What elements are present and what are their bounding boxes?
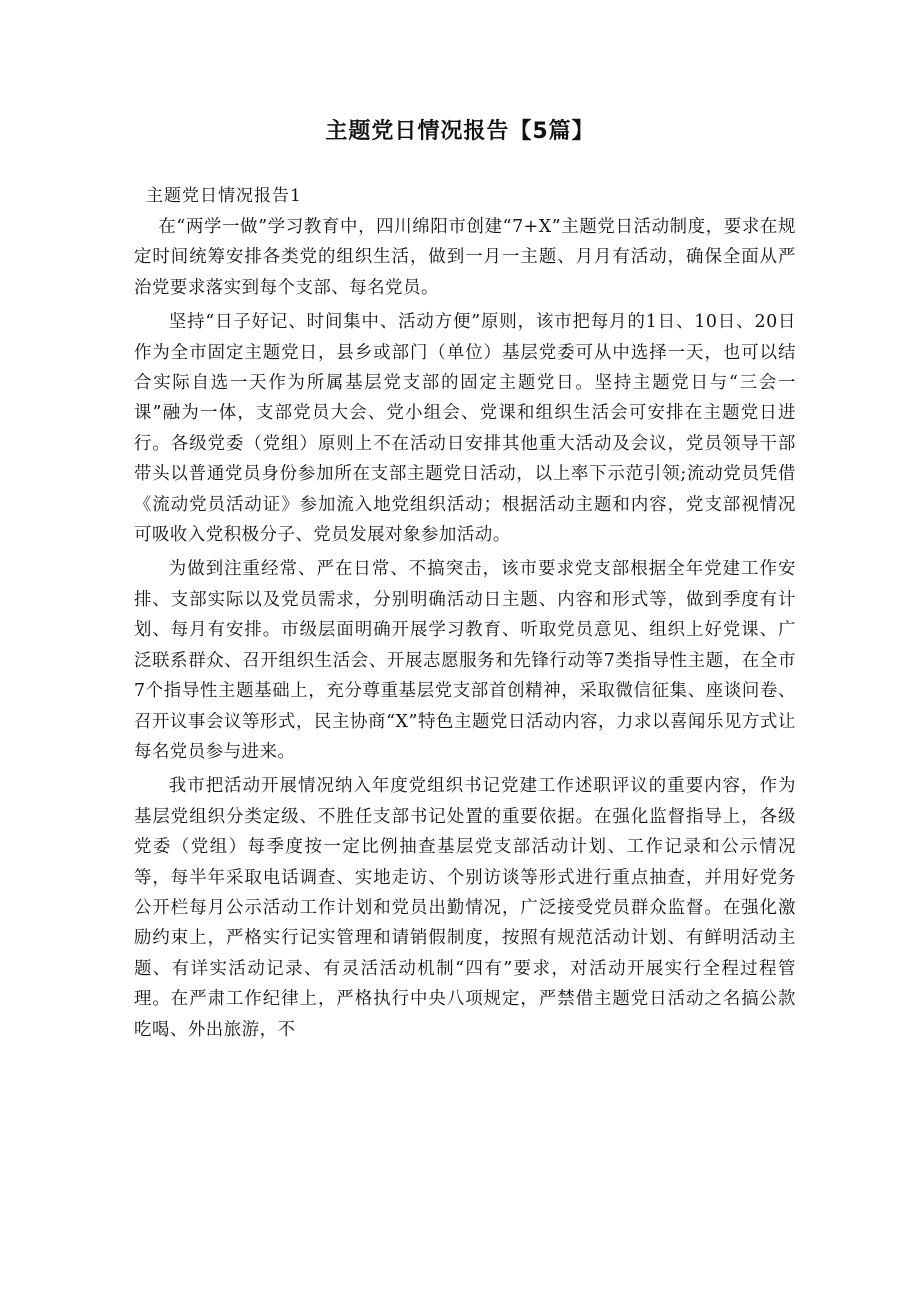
document-title: 主题党日情况报告【5篇】 (325, 119, 595, 144)
section-subtitle: 主题党日情况报告1 (146, 186, 302, 206)
body-paragraph: 在“两学一做”学习教育中，四川绵阳市创建“7+X”主题党日活动制度，要求在规定时间统筹安排各类党的组织生活，做到一月一主题、月月有活动，确保全面从严治党要求落实到每个支部、每名党员。 (134, 217, 796, 298)
body-paragraph: 为做到注重经常、严在日常、不搞突击，该市要求党支部根据全年党建工作安排、支部实际以及党员需求，分别明确活动日主题、内容和形式等，做到季度有计划、每月有安排。市级层面明确开展学习教育、听取党员意见、组织上好党课、广泛联系群众、召开组织生活会、开展志愿服务和先锋行动等7类指导性主题，在全市7个指导性主题基础上，充分尊重基层党支部首创精神，采取微信征集、座谈问卷、召开议事会议等形式，民主协商“X”特色主题党日活动内容，力求以喜闻乐见方式让每名党员参与进来。 (134, 559, 796, 762)
body-paragraph: 坚持“日子好记、时间集中、活动方便”原则，该市把每月的1日、10日、20日作为全市固定主题党日，县乡或部门（单位）基层党委可从中选择一天，也可以结合实际自选一天作为所属基层党支部的固定主题党日。坚持主题党日与“三会一课”融为一体，支部党员大会、党小组会、党课和组织生活会可安排在主题党日进行。各级党委（党组）原则上不在活动日安排其他重大活动及会议，党员领导干部带头以普通党员身份参加所在支部主题党日活动，以上率下示范引领;流动党员凭借《流动党员活动证》参加流入地党组织活动；根据活动主题和内容，党支部视情况可吸收入党积极分子、党员发展对象参加活动。 (134, 312, 796, 546)
body-paragraph: 我市把活动开展情况纳入年度党组织书记党建工作述职评议的重要内容，作为基层党组织分类定级、不胜任支部书记处置的重要依据。在强化监督指导上，各级党委（党组）每季度按一定比例抽查基层党支部活动计划、工作记录和公示情况等，每半年采取电话调查、实地走访、个别访谈等形式进行重点抽查，并用好党务公开栏每月公示活动工作计划和党员出勤情况，广泛接受党员群众监督。在强化激励约束上，严格实行记实管理和请销假制度，按照有规范活动计划、有鲜明活动主题、有详实活动记录、有灵活活动机制“四有”要求，对活动开展实行全程过程管理。在严肃工作纪律上，严格执行中央八项规定，严禁借主题党日活动之名搞公款吃喝、外出旅游，不 (134, 776, 796, 1040)
document-body (134, 212, 796, 1049)
